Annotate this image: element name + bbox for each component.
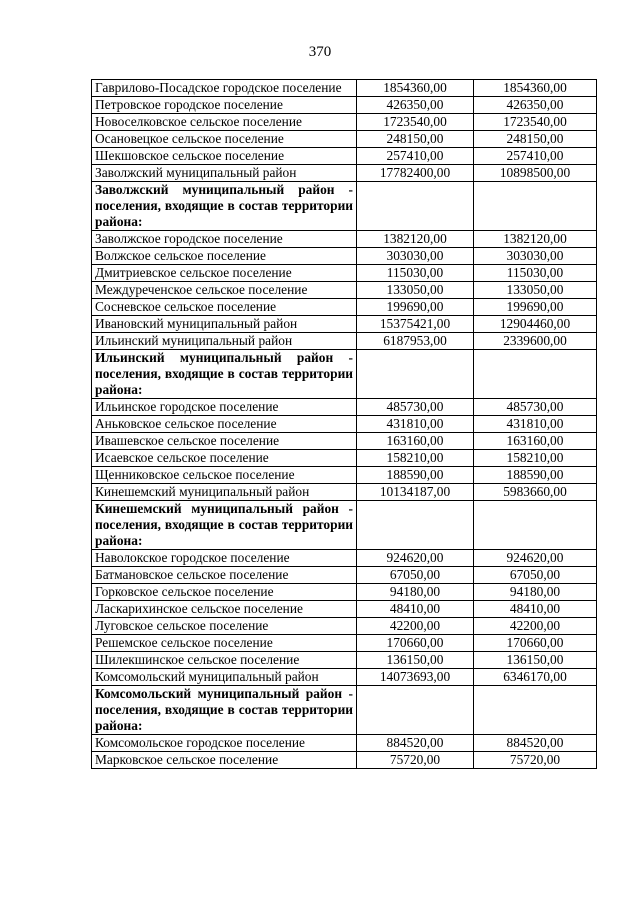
table-row [92,299,597,316]
row-value-2-cell: 6346170,00 [474,669,597,686]
row-value-2-cell [474,501,597,550]
row-value-1-cell [357,350,474,399]
row-value-2-cell: 1382120,00 [474,231,597,248]
table-row [92,584,597,601]
table-row [92,165,597,182]
row-name-cell: Комсомольский муниципальный район [92,669,357,686]
row-name-cell: Ильинский муниципальный район - поселения, входящие в состав территории района: [92,350,357,399]
table-row [92,399,597,416]
row-value-2-cell: 303030,00 [474,248,597,265]
row-value-1-cell: 14073693,00 [357,669,474,686]
row-name-cell: Гаврилово-Посадское городское поселение [92,80,357,97]
row-name-cell: Наволокское городское поселение [92,550,357,567]
row-name-cell: Заволжское городское поселение [92,231,357,248]
row-value-2-cell: 115030,00 [474,265,597,282]
row-name-cell: Кинешемский муниципальный район - поселения, входящие в состав территории района: [92,501,357,550]
table-section-header-row [92,182,597,231]
row-value-1-cell: 1723540,00 [357,114,474,131]
row-value-2-cell: 94180,00 [474,584,597,601]
budget-table [91,79,597,769]
row-name-cell: Волжское сельское поселение [92,248,357,265]
row-name-cell: Аньковское сельское поселение [92,416,357,433]
row-name-cell: Ивашевское сельское поселение [92,433,357,450]
row-value-2-cell: 2339600,00 [474,333,597,350]
table-row [92,316,597,333]
row-value-1-cell: 94180,00 [357,584,474,601]
table-row [92,735,597,752]
row-value-1-cell [357,686,474,735]
row-value-1-cell: 426350,00 [357,97,474,114]
row-value-2-cell [474,182,597,231]
row-name-cell: Междуреченское сельское поселение [92,282,357,299]
row-value-1-cell: 133050,00 [357,282,474,299]
row-value-2-cell: 431810,00 [474,416,597,433]
table-row [92,550,597,567]
table-row [92,669,597,686]
row-name-cell: Луговское сельское поселение [92,618,357,635]
row-value-1-cell: 67050,00 [357,567,474,584]
row-name-cell: Заволжский муниципальный район [92,165,357,182]
table-row [92,567,597,584]
row-name-cell: Комсомольский муниципальный район - поселения, входящие в состав территории района: [92,686,357,735]
row-value-2-cell: 158210,00 [474,450,597,467]
table-row [92,282,597,299]
row-value-1-cell: 170660,00 [357,635,474,652]
row-name-cell: Сосневское сельское поселение [92,299,357,316]
row-value-1-cell: 17782400,00 [357,165,474,182]
row-name-cell: Шилекшинское сельское поселение [92,652,357,669]
row-value-1-cell: 199690,00 [357,299,474,316]
table-body [92,80,597,769]
row-value-1-cell: 158210,00 [357,450,474,467]
table-row [92,467,597,484]
row-value-1-cell: 188590,00 [357,467,474,484]
row-value-2-cell: 10898500,00 [474,165,597,182]
row-value-2-cell: 257410,00 [474,148,597,165]
row-value-1-cell: 248150,00 [357,131,474,148]
row-value-2-cell: 5983660,00 [474,484,597,501]
row-value-1-cell: 10134187,00 [357,484,474,501]
row-name-cell: Ласкарихинское сельское поселение [92,601,357,618]
table-row [92,652,597,669]
row-value-2-cell: 1854360,00 [474,80,597,97]
row-name-cell: Щенниковское сельское поселение [92,467,357,484]
table-row [92,618,597,635]
row-value-1-cell: 115030,00 [357,265,474,282]
row-value-2-cell: 248150,00 [474,131,597,148]
table-row [92,131,597,148]
row-name-cell: Исаевское сельское поселение [92,450,357,467]
row-value-1-cell: 884520,00 [357,735,474,752]
row-name-cell: Заволжский муниципальный район - поселения, входящие в состав территории района: [92,182,357,231]
table-row [92,433,597,450]
row-value-2-cell: 48410,00 [474,601,597,618]
table-row [92,265,597,282]
row-value-1-cell: 431810,00 [357,416,474,433]
row-value-2-cell [474,686,597,735]
row-name-cell: Петровское городское поселение [92,97,357,114]
row-value-1-cell: 15375421,00 [357,316,474,333]
row-name-cell: Шекшовское сельское поселение [92,148,357,165]
table-row [92,248,597,265]
table-section-header-row [92,350,597,399]
row-value-2-cell: 924620,00 [474,550,597,567]
row-value-1-cell: 303030,00 [357,248,474,265]
row-name-cell: Ивановский муниципальный район [92,316,357,333]
row-value-2-cell: 199690,00 [474,299,597,316]
row-value-1-cell: 485730,00 [357,399,474,416]
table-section-header-row [92,501,597,550]
row-value-1-cell: 48410,00 [357,601,474,618]
row-value-1-cell: 163160,00 [357,433,474,450]
row-name-cell: Горковское сельское поселение [92,584,357,601]
row-value-1-cell: 6187953,00 [357,333,474,350]
row-value-1-cell: 924620,00 [357,550,474,567]
row-name-cell: Ильинский муниципальный район [92,333,357,350]
row-value-2-cell: 426350,00 [474,97,597,114]
row-name-cell: Марковское сельское поселение [92,752,357,769]
row-value-2-cell: 136150,00 [474,652,597,669]
row-value-2-cell: 12904460,00 [474,316,597,333]
table-section-header-row [92,686,597,735]
page-number: 370 [308,44,332,60]
row-name-cell: Кинешемский муниципальный район [92,484,357,501]
row-value-2-cell: 188590,00 [474,467,597,484]
row-value-1-cell: 42200,00 [357,618,474,635]
row-value-1-cell: 257410,00 [357,148,474,165]
row-value-2-cell [474,350,597,399]
table-row [92,752,597,769]
row-value-1-cell: 75720,00 [357,752,474,769]
row-value-2-cell: 485730,00 [474,399,597,416]
row-value-2-cell: 163160,00 [474,433,597,450]
table-row [92,97,597,114]
row-value-2-cell: 42200,00 [474,618,597,635]
table-row [92,484,597,501]
row-name-cell: Комсомольское городское поселение [92,735,357,752]
row-value-2-cell: 133050,00 [474,282,597,299]
table-row [92,450,597,467]
row-value-2-cell: 75720,00 [474,752,597,769]
row-name-cell: Новоселковское сельское поселение [92,114,357,131]
row-name-cell: Дмитриевское сельское поселение [92,265,357,282]
row-name-cell: Осановецкое сельское поселение [92,131,357,148]
row-value-2-cell: 67050,00 [474,567,597,584]
row-value-2-cell: 1723540,00 [474,114,597,131]
row-name-cell: Решемское сельское поселение [92,635,357,652]
table-row [92,114,597,131]
table-row [92,80,597,97]
table-row [92,635,597,652]
row-value-1-cell: 1854360,00 [357,80,474,97]
table-row [92,231,597,248]
row-name-cell: Батмановское сельское поселение [92,567,357,584]
row-value-1-cell: 136150,00 [357,652,474,669]
table-row [92,416,597,433]
row-value-2-cell: 884520,00 [474,735,597,752]
table-row [92,148,597,165]
table-row [92,333,597,350]
row-value-2-cell: 170660,00 [474,635,597,652]
row-value-1-cell [357,182,474,231]
table-row [92,601,597,618]
row-name-cell: Ильинское городское поселение [92,399,357,416]
row-value-1-cell [357,501,474,550]
row-value-1-cell: 1382120,00 [357,231,474,248]
